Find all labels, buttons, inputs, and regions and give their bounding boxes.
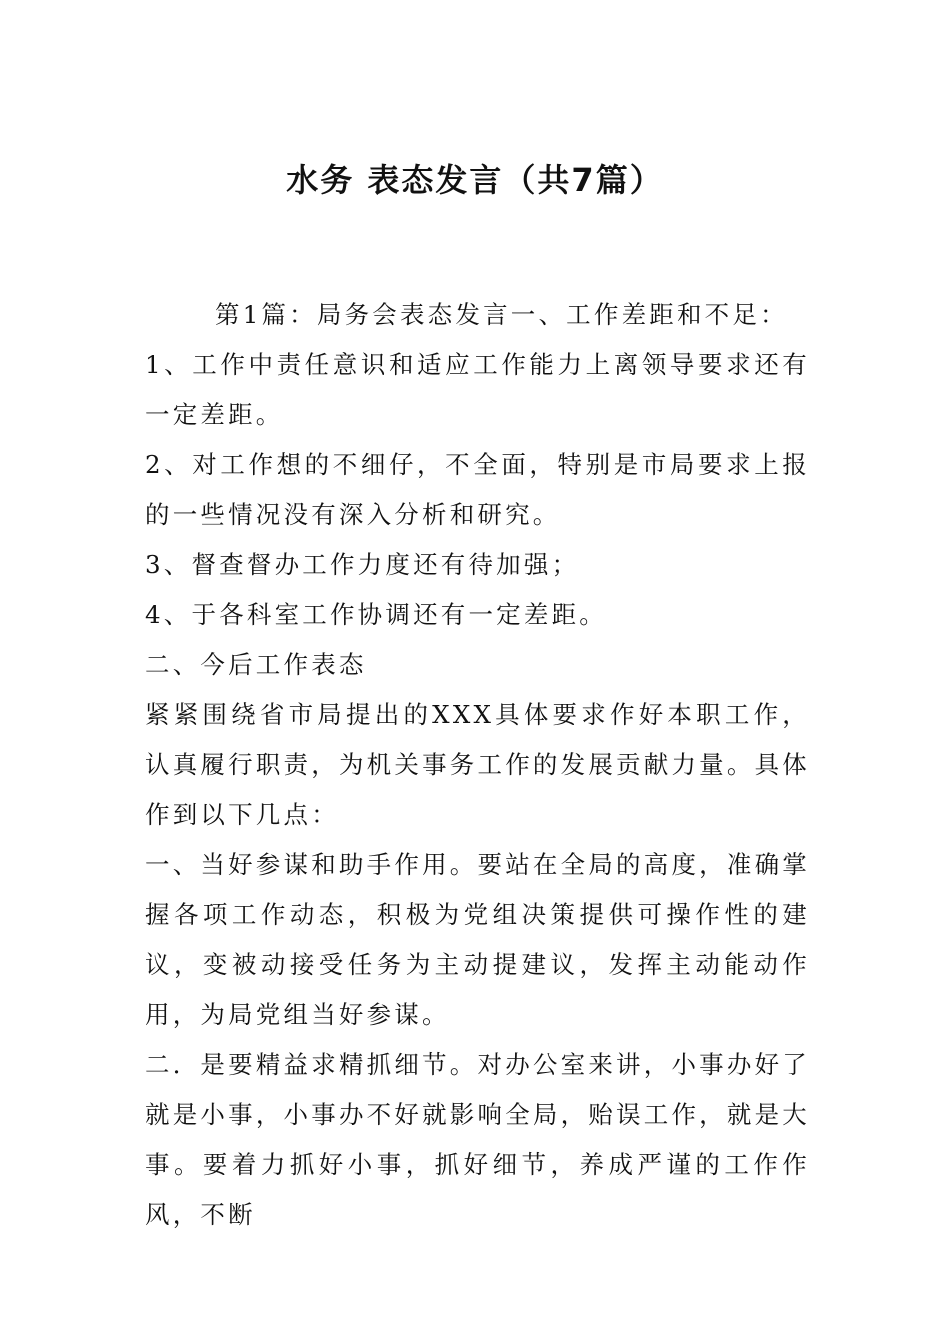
section-heading: 二、今后工作表态 bbox=[145, 650, 367, 679]
document-body bbox=[145, 290, 810, 1240]
document-title: 水务 表态发言（共7篇） bbox=[286, 161, 664, 199]
paragraph: 二．是要精益求精抓细节。对办公室来讲，小事办好了就是小事，小事办不好就影响全局，贻误工作，就是大事。要着力抓好小事，抓好细节，养成严谨的工作作风，不断 bbox=[145, 1050, 810, 1229]
paragraph: 一、当好参谋和助手作用。要站在全局的高度，准确掌握各项工作动态，积极为党组决策提供可操作性的建议，变被动接受任务为主动提建议，发挥主动能动作用，为局党组当好参谋。 bbox=[145, 850, 810, 1029]
paragraph: 4、于各科室工作协调还有一定差距。 bbox=[145, 600, 607, 629]
paragraph: 2、对工作想的不细仔，不全面，特别是市局要求上报的一些情况没有深入分析和研究。 bbox=[145, 450, 810, 529]
paragraph: 紧紧围绕省市局提出的XXX具体要求作好本职工作，认真履行职责，为机关事务工作的发展贡献力量。具体作到以下几点： bbox=[145, 700, 810, 829]
paragraph: 3、督查督办工作力度还有待加强； bbox=[145, 550, 580, 579]
paragraph: 1、工作中责任意识和适应工作能力上离领导要求还有一定差距。 bbox=[145, 350, 810, 429]
paragraph-heading: 第1篇：局务会表态发言一、工作差距和不足： bbox=[215, 300, 788, 329]
